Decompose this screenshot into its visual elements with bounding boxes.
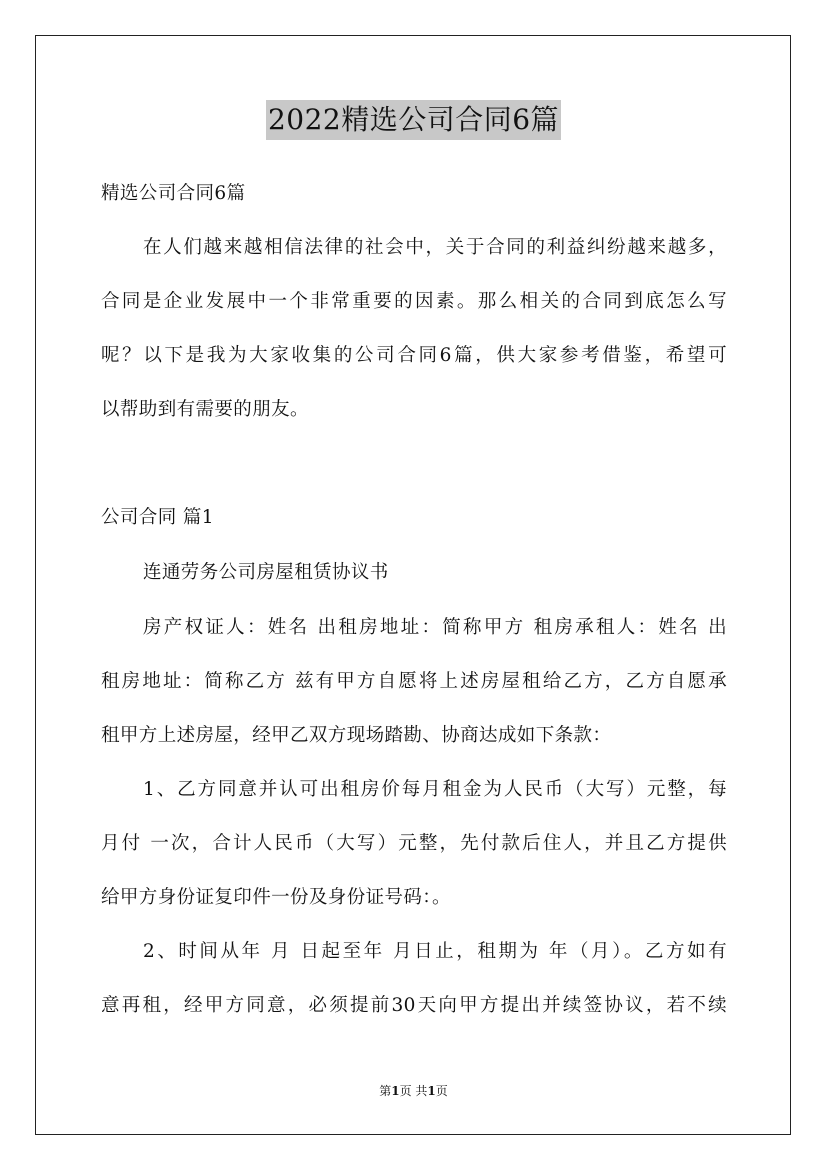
footer-page-total: 1 — [427, 1084, 436, 1098]
paragraph-line: 合同是企业发展中一个非常重要的因素。那么相关的合同到底怎么写 — [101, 291, 727, 312]
footer-prefix: 第 — [379, 1084, 392, 1098]
title-container — [0, 100, 827, 140]
paragraph-line: 房产权证人：姓名 出租房地址：简称甲方 租房承租人：姓名 出 — [143, 617, 727, 638]
paragraph-line: 租甲方上述房屋，经甲乙双方现场踏勘、协商达成如下条款： — [101, 725, 612, 746]
paragraph-line: 1、乙方同意并认可出租房价每月租金为人民币（大写）元整，每 — [143, 779, 727, 800]
section-heading: 公司合同 篇1 — [101, 507, 214, 528]
paragraph-line: 租房地址：简称乙方 兹有甲方自愿将上述房屋租给乙方，乙方自愿承 — [101, 671, 727, 692]
paragraph-line: 呢？以下是我为大家收集的公司合同6篇，供大家参考借鉴，希望可 — [101, 345, 727, 366]
subtitle-line: 精选公司合同6篇 — [101, 183, 246, 204]
paragraph-line: 以帮助到有需要的朋友。 — [101, 399, 309, 420]
footer-page-number: 1 — [391, 1084, 400, 1098]
footer-suffix: 页 — [435, 1084, 448, 1098]
document-title: 2022精选公司合同6篇 — [266, 100, 561, 140]
paragraph-line: 给甲方身份证复印件一份及身份证号码：。 — [101, 887, 451, 908]
paragraph-line: 在人们越来越相信法律的社会中，关于合同的利益纠纷越来越多， — [143, 237, 727, 258]
contract-title: 连通劳务公司房屋租赁协议书 — [143, 562, 389, 583]
paragraph-line: 2、时间从年 月 日起至年 月日止，租期为 年（月）。乙方如有 — [143, 941, 727, 962]
paragraph-line: 月付 一次，合计人民币（大写）元整，先付款后住人，并且乙方提供 — [101, 833, 727, 854]
page-footer — [0, 1082, 827, 1100]
paragraph-line: 意再租，经甲方同意，必须提前30天向甲方提出并续签协议，若不续 — [101, 995, 727, 1016]
footer-mid: 页 共 — [399, 1084, 428, 1098]
